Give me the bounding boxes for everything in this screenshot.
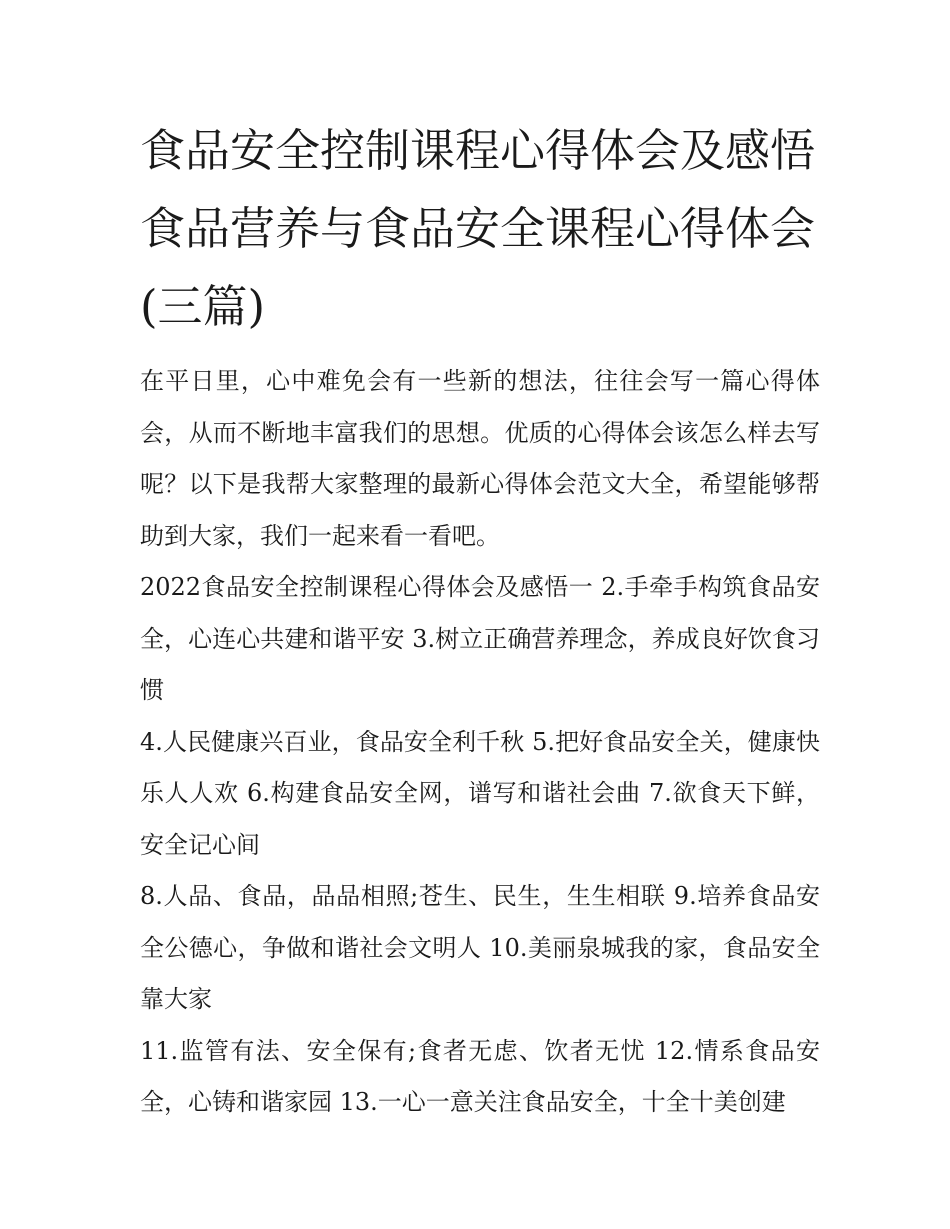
paragraph-intro: 在平日里，心中难免会有一些新的想法，往往会写一篇心得体会，从而不断地丰富我们的思想。优质的心得体会该怎么样去写呢？以下是我帮大家整理的最新心得体会范文大全，希望能够帮助到大家，我们一起来看一看吧。 xyxy=(140,367,820,550)
paragraph-slogans-2: 4.人民健康兴百业，食品安全利千秋 5.把好食品安全关，健康快乐人人欢 6.构建食品安全网，谱写和谐社会曲 7.欲食天下鲜，安全记心间 xyxy=(140,727,820,859)
document-body xyxy=(140,356,820,1129)
paragraph-slogans-3: 8.人品、食品，品品相照;苍生、民生，生生相联 9.培养食品安全公德心，争做和谐社会文明人 10.美丽泉城我的家，食品安全靠大家 xyxy=(140,882,820,1013)
paragraph-slogans-1: 2022食品安全控制课程心得体会及感悟一 2.手牵手构筑食品安全，心连心共建和谐平安 3.树立正确营养理念，养成良好饮食习惯 xyxy=(140,573,820,704)
document-title: 食品安全控制课程心得体会及感悟 食品营养与食品安全课程心得体会(三篇) xyxy=(140,124,816,333)
document-page xyxy=(140,112,820,1129)
paragraph-slogans-4: 11.监管有法、安全保有;食者无虑、饮者无忧 12.情系食品安全，心铸和谐家园 13.一心一意关注食品安全，十全十美创建 xyxy=(140,1036,820,1116)
